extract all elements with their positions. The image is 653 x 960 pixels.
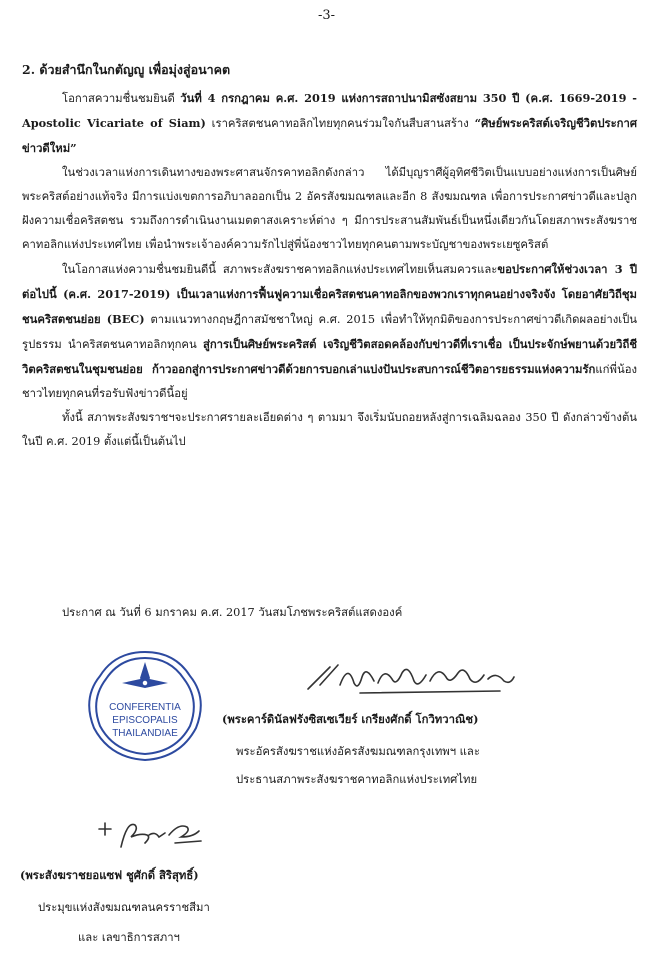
section-heading: 2. ด้วยสำนึกในกตัญญู เพื่อมุ่งสู่อนาคต (22, 62, 231, 77)
paragraph-1 (22, 86, 637, 161)
paragraph-4: ทั้งนี้ สภาพระสังฆราชฯจะประกาศรายละเอียดต่าง ๆ ตามมา จึงเริ่มนับถอยหลังสู่การเฉลิมฉลอง 350 ปี ดังกล่าวข้างต้น ในปี ค.ศ. 2019 ตั้งแต่นี้เป็นต้นไป (22, 411, 637, 448)
signature-bishop (95, 815, 215, 855)
letter-body (22, 60, 637, 454)
p3-text-1: ในโอกาสแห่งความชื่นชมยินดีนี้ สภาพระสังฆราชคาทอลิกแห่งประเทศไทยเห็นสมควรและ (62, 263, 498, 276)
paragraph-3 (22, 257, 637, 406)
signatory-2-title-2: และ เลขาธิการสภาฯ (78, 931, 180, 944)
signatory-2-name: (พระสังฆราชยอแซฟ ชูศักดิ์ สิริสุทธิ์) (20, 868, 199, 882)
page-number: -3- (317, 8, 336, 23)
conference-seal (80, 648, 210, 764)
p3-text-2: ตามแนวทางกฤษฎีกาสมัชชาใหญ่ ค.ศ. 2015 เพื่อทำให้ทุกมิติของการประกาศข่าวดีเกิดผลอย่างเป็นรูปธรรม นำคริสตชนคาทอลิกทุกคน (22, 313, 638, 351)
signatory-1-title-2: ประธานสภาพระสังฆราชคาทอลิกแห่งประเทศไทย (236, 773, 478, 786)
p1-bold-2: “ศิษย์พระคริสต์เจริญชีวิตประกาศข่าวดีใหม่” (22, 116, 637, 155)
p1-text-1: โอกาสความชื่นชมยินดี (62, 92, 181, 105)
signatory-1-title-1: พระอัครสังฆราชแห่งอัครสังฆมณฑลกรุงเทพฯ และ (236, 745, 480, 758)
seal-line-3: THAILANDIAE (112, 728, 178, 739)
declaration-date: ประกาศ ณ วันที่ 6 มกราคม ค.ศ. 2017 วันสมโภชพระคริสต์แสดงองค์ (62, 606, 403, 619)
p3-bold-2: สู่การเป็นศิษย์พระคริสต์ เจริญชีวิตสอดคล้องกับข่าวดีที่เราเชื่อ เป็นประจักษ์พยานด้วยวิถีชีวิตคริสตชนในชุมชนย่อย ก้าวออกสู่การประกาศข่าวดีด้วยการบอกเล่าแบ่งปันประสบการณ์ชีวิตอารยธรรมแห่งความรัก (22, 337, 637, 376)
signatory-1-name: (พระคาร์ดินัลฟรังซิสเซเวียร์ เกรียงศักดิ์ โกวิทวาณิช) (222, 712, 479, 726)
seal-line-2: EPISCOPALIS (112, 715, 178, 726)
p1-text-2: เราคริสตชนคาทอลิกไทยทุกคนร่วมใจกันสืบสานสร้าง (205, 117, 475, 130)
p3-bold-1: ขอประกาศให้ช่วงเวลา 3 ปีต่อไปนี้ (ค.ศ. 2017-2019) เป็นเวลาแห่งการฟื้นฟูความเชื่อคริสตชนคาทอลิกของพวกเราทุกคนอย่างจริงจัง โดยอาศัยวิถีชุมชนคริสตชนย่อย (BEC) (22, 262, 637, 326)
signature-cardinal (300, 655, 520, 700)
signatory-2-title-1: ประมุขแห่งสังฆมณฑลนครราชสีมา (38, 901, 210, 914)
seal-line-1: CONFERENTIA (109, 702, 181, 713)
p1-bold-1: วันที่ 4 กรกฎาคม ค.ศ. 2019 แห่งการสถาปนามิสซังสยาม 350 ปี (ค.ศ. 1669-2019 - Apostolic Vicariate of Siam) (22, 91, 637, 130)
p3-text-3: แก่พี่น้องชาวไทยทุกคนที่รอรับฟังข่าวดีนี้อยู่ (22, 363, 637, 400)
paragraph-2: ในช่วงเวลาแห่งการเดินทางของพระศาสนจักรคาทอลิกดังกล่าว ได้มีบุญราศีผู้อุทิศชีวิตเป็นแบบอย่างแห่งการเป็นศิษย์พระคริสต์อย่างแท้จริง มีการแบ่งเขตการอภิบาลออกเป็น 2 อัครสังฆมณฑลและอีก 8 สังฆมณฑล เพื่อการประกาศข่าวดีและปลูกฝังความเชื่อคริสตชน รวมถึงการดำเนินงานเมตตาสงเคราะห์ต่าง ๆ มีการประสานสัมพันธ์เป็นหนึ่งเดียวกันโดยสภาพระสังฆราชคาทอลิกแห่งประเทศไทย เพื่อนำพระเจ้าองค์ความรักไปสู่พี่น้องชาวไทยทุกคนตามพระบัญชาของพระเยซูคริสต์ (22, 166, 637, 251)
